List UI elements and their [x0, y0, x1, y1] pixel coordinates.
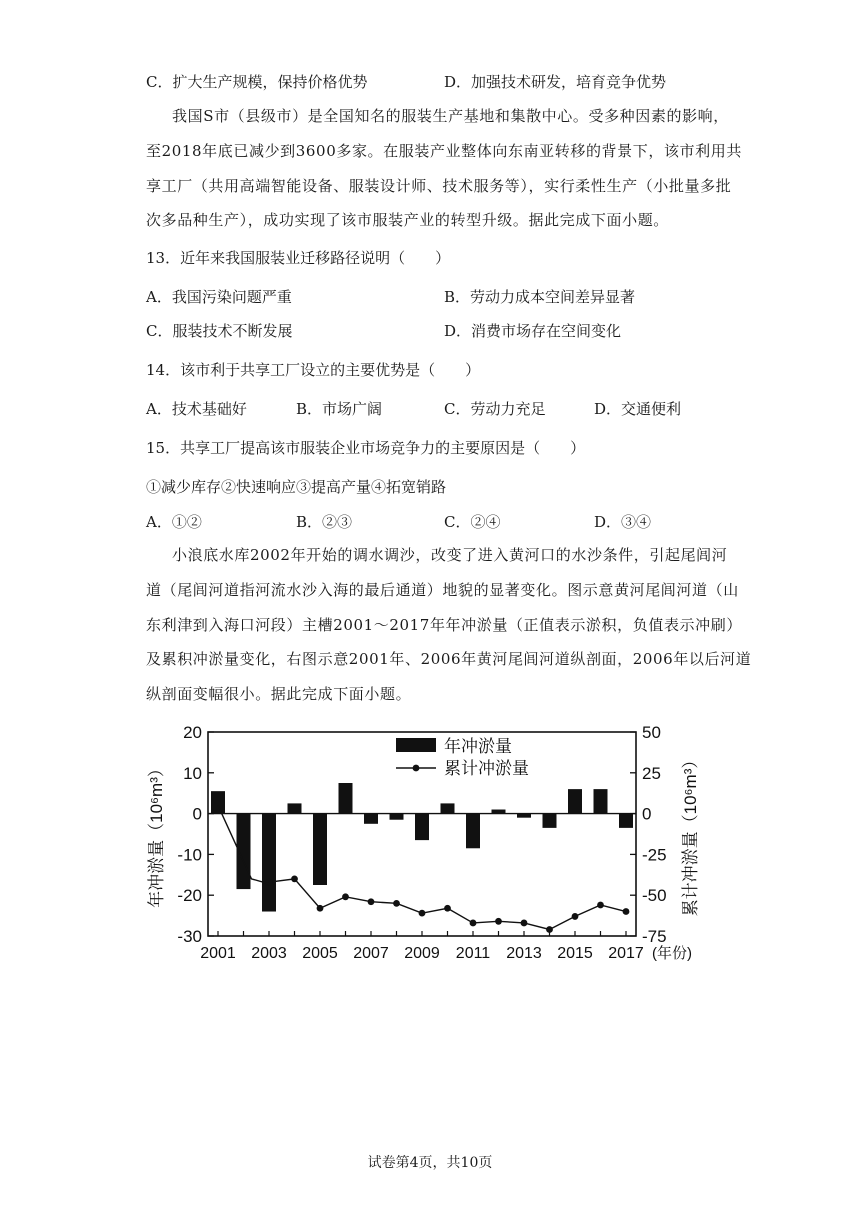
q13-option-d[interactable]: D．消费市场存在空间变化: [444, 322, 622, 340]
point-cumulative: [495, 918, 502, 925]
page-footer: 试卷第4页，共10页: [367, 1155, 493, 1171]
q14-option-d[interactable]: D．交通便利: [594, 400, 682, 418]
x-tick-label: 2015: [557, 945, 593, 962]
left-tick-label: 0: [192, 804, 202, 824]
q13-option-c[interactable]: C．服装技术不断发展: [146, 322, 293, 340]
question-13-stem: 13．近年来我国服装业迁移路径说明（ ）: [146, 249, 451, 267]
q15-option-a[interactable]: A．①②: [146, 513, 202, 531]
bar-annual: [543, 814, 557, 828]
passage-2-line: 道（尾闾河道指河流水沙入海的最后通道）地貌的显著变化。图示意黄河尾闾河道（山: [146, 581, 739, 599]
legend-line-label: 累计冲淤量: [444, 759, 529, 778]
right-tick-label: 50: [642, 723, 661, 742]
point-cumulative: [317, 905, 324, 912]
point-cumulative: [521, 920, 528, 927]
bar-annual: [211, 791, 225, 813]
point-cumulative: [444, 905, 451, 912]
bar-annual: [313, 814, 327, 885]
x-tick-label: 2011: [455, 945, 491, 962]
x-unit-label: (年份): [652, 945, 692, 962]
left-tick-label: -20: [177, 886, 202, 906]
left-tick-label: -30: [177, 927, 202, 946]
bar-annual: [492, 810, 506, 814]
point-cumulative: [572, 913, 579, 920]
legend-bar-swatch: [396, 738, 436, 752]
right-tick-label: 25: [642, 763, 661, 783]
bar-annual: [441, 803, 455, 813]
q15-option-c[interactable]: C．②④: [444, 513, 501, 531]
legend-line-marker: [413, 765, 420, 772]
passage-2-line: 东利津到入海口河段）主槽2001～2017年年冲淤量（正值表示淤积，负值表示冲刷）: [146, 616, 742, 634]
left-tick-label: -10: [177, 845, 202, 865]
right-axis-title: 累计冲淤量（10⁶m³）: [681, 751, 700, 917]
q14-option-b[interactable]: B．市场广阔: [296, 400, 383, 418]
legend-bar-label: 年冲淤量: [444, 737, 512, 756]
passage-1-line: 次多品种生产），成功实现了该市服装产业的转型升级。据此完成下面小题。: [146, 211, 669, 229]
passage-1-line: 享工厂（共用高端智能设备、服装设计师、技术服务等），实行柔性生产（小批量多批: [146, 177, 732, 195]
bar-annual: [619, 814, 633, 828]
question-14-stem: 14．该市利于共享工厂设立的主要优势是（ ）: [146, 361, 481, 379]
bar-annual: [262, 814, 276, 912]
passage-1-line: 我国S市（县级市）是全国知名的服装生产基地和集散中心。受多种因素的影响，: [172, 107, 729, 125]
bar-annual: [568, 789, 582, 813]
q14-option-c[interactable]: C．劳动力充足: [444, 400, 546, 418]
left-axis-title: 年冲淤量（10⁶m³）: [147, 760, 166, 908]
passage-2-line: 小浪底水库2002年开始的调水调沙，改变了进入黄河口的水沙条件，引起尾闾河: [172, 546, 728, 564]
q13-option-b[interactable]: B．劳动力成本空间差异显著: [444, 288, 636, 306]
x-tick-label: 2009: [404, 945, 440, 962]
bar-annual: [466, 814, 480, 849]
point-cumulative: [419, 910, 426, 917]
q15-option-b[interactable]: B．②③: [296, 513, 353, 531]
q15-option-d[interactable]: D．③④: [594, 513, 652, 531]
bar-annual: [415, 814, 429, 841]
question-15-substem: ①减少库存②快速响应③提高产量④拓宽销路: [146, 478, 447, 496]
bar-annual: [288, 803, 302, 813]
bar-annual: [390, 814, 404, 820]
x-tick-label: 2017: [608, 945, 644, 962]
bar-annual: [594, 789, 608, 813]
point-cumulative: [342, 893, 349, 900]
left-tick-label: 20: [183, 723, 202, 742]
right-tick-label: -75: [642, 927, 667, 946]
right-tick-label: 0: [642, 804, 652, 824]
point-cumulative: [623, 908, 630, 915]
q13-option-a[interactable]: A．我国污染问题严重: [146, 288, 292, 306]
point-cumulative: [291, 875, 298, 882]
passage-1-line: 至2018年底已减少到3600多家。在服装产业整体向东南亚转移的背景下，该市利用共: [146, 142, 742, 160]
x-tick-label: 2003: [251, 945, 287, 962]
point-cumulative: [266, 879, 273, 886]
option-c-prev: C．扩大生产规模，保持价格优势: [146, 73, 368, 91]
passage-2-line: 纵剖面变幅很小。据此完成下面小题。: [146, 685, 412, 703]
question-15-stem: 15．共享工厂提高该市服装企业市场竞争力的主要原因是（ ）: [146, 439, 586, 457]
point-cumulative: [368, 898, 375, 905]
passage-2-line: 及累积冲淤量变化，右图示意2001年、2006年黄河尾闾河道纵剖面，2006年以后河道: [146, 650, 752, 668]
right-tick-label: -50: [642, 886, 667, 906]
q14-option-a[interactable]: A．技术基础好: [146, 400, 247, 418]
bar-annual: [364, 814, 378, 824]
line-cumulative: [269, 879, 626, 930]
point-cumulative: [597, 902, 604, 909]
x-tick-label: 2007: [353, 945, 389, 962]
bar-annual: [339, 783, 353, 814]
point-cumulative: [546, 926, 553, 933]
bar-annual: [517, 814, 531, 818]
sediment-chart: [140, 716, 720, 966]
point-cumulative: [393, 900, 400, 907]
x-tick-label: 2001: [200, 945, 236, 962]
right-tick-label: -25: [642, 845, 667, 865]
x-tick-label: 2013: [506, 945, 542, 962]
option-d-prev: D．加强技术研发，培育竞争优势: [444, 73, 667, 91]
point-cumulative: [470, 920, 477, 927]
left-tick-label: 10: [183, 763, 202, 783]
x-tick-label: 2005: [302, 945, 338, 962]
